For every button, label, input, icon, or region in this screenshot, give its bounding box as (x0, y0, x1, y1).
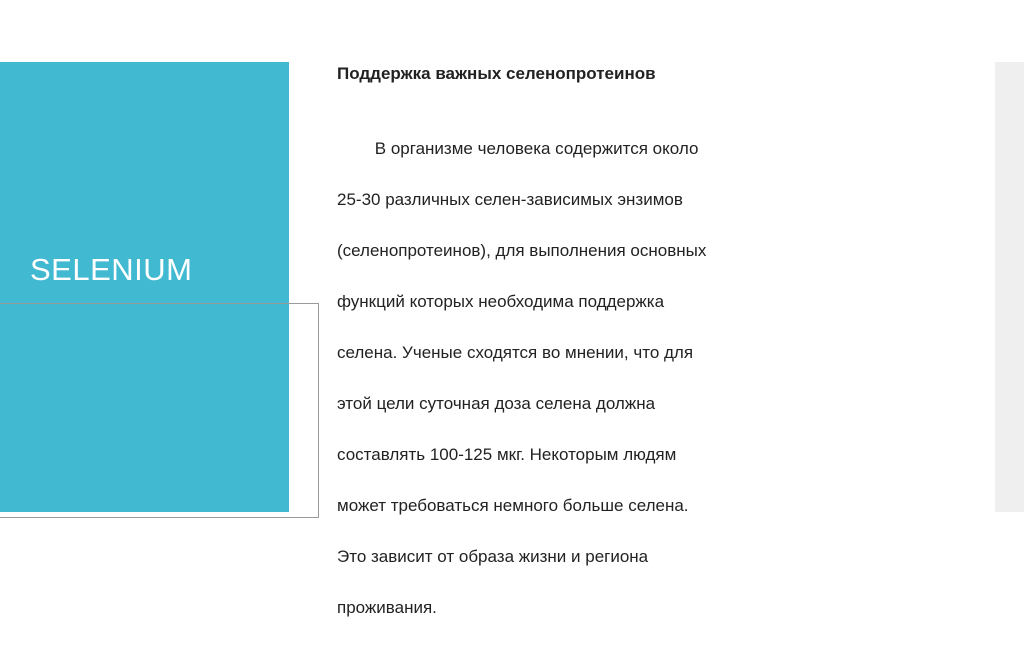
outline-frame (0, 303, 319, 518)
body-line: селена. Ученые сходятся во мнении, что для (337, 342, 694, 362)
body-line: (селенопротеинов), для выполнения основных (337, 240, 707, 260)
body-line: составлять 100-125 мкг. Некоторым людям (337, 444, 677, 464)
slide-title: SELENIUM (30, 252, 193, 287)
body-line: В организме человека содержится около (337, 138, 699, 158)
body-line: функций которых необходима поддержка (337, 291, 665, 311)
body-paragraph (337, 110, 807, 646)
body-line: Это зависит от образа жизни и региона (337, 546, 649, 566)
body-line: 25-30 различных селен-зависимых энзимов (337, 189, 683, 209)
section-heading: Поддержка важных селенопротеинов (337, 64, 656, 83)
body-line: этой цели суточная доза селена должна (337, 393, 656, 413)
body-line: может требоваться немного больше селена. (337, 495, 689, 515)
content-block (337, 62, 807, 646)
body-line: проживания. (337, 597, 437, 617)
side-bar (995, 62, 1024, 512)
